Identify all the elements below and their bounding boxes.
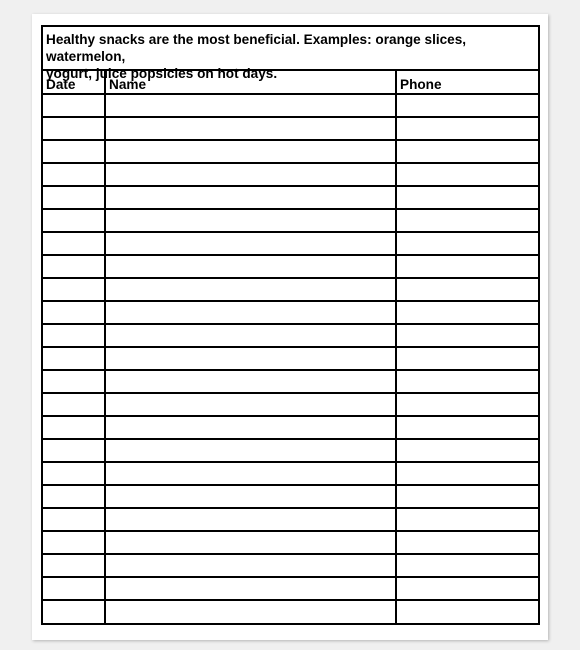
cell-name [105, 163, 396, 186]
cell-name [105, 439, 396, 462]
cell-name [105, 554, 396, 577]
cell-phone [396, 600, 538, 623]
cell-date [43, 278, 105, 301]
table-row [43, 370, 538, 393]
signup-sheet [41, 25, 540, 625]
cell-phone [396, 554, 538, 577]
cell-phone [396, 255, 538, 278]
table-row [43, 347, 538, 370]
cell-date [43, 416, 105, 439]
cell-name [105, 324, 396, 347]
cell-phone [396, 209, 538, 232]
table-row [43, 393, 538, 416]
cell-date [43, 232, 105, 255]
snack-note [43, 27, 538, 81]
table-row [43, 485, 538, 508]
cell-name [105, 370, 396, 393]
table-row [43, 209, 538, 232]
snack-note-line-1: Healthy snacks are the most beneficial. Examples: orange slices, watermelon, [46, 32, 467, 64]
table-row [43, 186, 538, 209]
column-header-date: Date [43, 71, 105, 94]
cell-phone [396, 163, 538, 186]
cell-phone [396, 370, 538, 393]
cell-name [105, 393, 396, 416]
table-row [43, 255, 538, 278]
cell-name [105, 117, 396, 140]
cell-date [43, 531, 105, 554]
cell-date [43, 324, 105, 347]
table-row [43, 232, 538, 255]
cell-date [43, 554, 105, 577]
cell-phone [396, 531, 538, 554]
cell-name [105, 416, 396, 439]
signup-table [43, 71, 538, 623]
cell-date [43, 140, 105, 163]
cell-name [105, 485, 396, 508]
cell-date [43, 600, 105, 623]
cell-name [105, 232, 396, 255]
cell-date [43, 347, 105, 370]
table-row [43, 508, 538, 531]
column-header-name: Name [105, 71, 396, 94]
cell-date [43, 163, 105, 186]
cell-date [43, 186, 105, 209]
cell-name [105, 255, 396, 278]
cell-phone [396, 301, 538, 324]
cell-name [105, 301, 396, 324]
cell-date [43, 485, 105, 508]
cell-phone [396, 117, 538, 140]
table-body [43, 94, 538, 623]
cell-name [105, 209, 396, 232]
cell-phone [396, 140, 538, 163]
cell-date [43, 462, 105, 485]
table-row [43, 163, 538, 186]
cell-phone [396, 462, 538, 485]
cell-date [43, 117, 105, 140]
table-row [43, 577, 538, 600]
cell-date [43, 577, 105, 600]
cell-phone [396, 508, 538, 531]
cell-date [43, 393, 105, 416]
cell-name [105, 531, 396, 554]
cell-name [105, 186, 396, 209]
cell-name [105, 600, 396, 623]
cell-name [105, 462, 396, 485]
cell-date [43, 439, 105, 462]
table-row [43, 416, 538, 439]
cell-name [105, 278, 396, 301]
snack-note-line-2: yogurt, juice popsicles on hot days. [46, 66, 278, 81]
cell-phone [396, 485, 538, 508]
table-row [43, 324, 538, 347]
cell-phone [396, 347, 538, 370]
cell-phone [396, 439, 538, 462]
table-row [43, 140, 538, 163]
table-row [43, 554, 538, 577]
table-row [43, 94, 538, 117]
cell-phone [396, 278, 538, 301]
cell-phone [396, 94, 538, 117]
cell-phone [396, 393, 538, 416]
table-row [43, 117, 538, 140]
cell-name [105, 94, 396, 117]
cell-phone [396, 232, 538, 255]
table-row [43, 278, 538, 301]
cell-phone [396, 577, 538, 600]
table-row [43, 462, 538, 485]
cell-date [43, 301, 105, 324]
cell-name [105, 347, 396, 370]
table-row [43, 439, 538, 462]
cell-name [105, 577, 396, 600]
cell-date [43, 209, 105, 232]
cell-date [43, 255, 105, 278]
cell-date [43, 94, 105, 117]
table-row [43, 600, 538, 623]
cell-phone [396, 416, 538, 439]
table-row [43, 301, 538, 324]
cell-date [43, 508, 105, 531]
cell-name [105, 508, 396, 531]
cell-phone [396, 186, 538, 209]
table-row [43, 531, 538, 554]
cell-phone [396, 324, 538, 347]
column-header-phone: Phone [396, 71, 538, 94]
document-page [32, 14, 548, 640]
cell-name [105, 140, 396, 163]
cell-date [43, 370, 105, 393]
